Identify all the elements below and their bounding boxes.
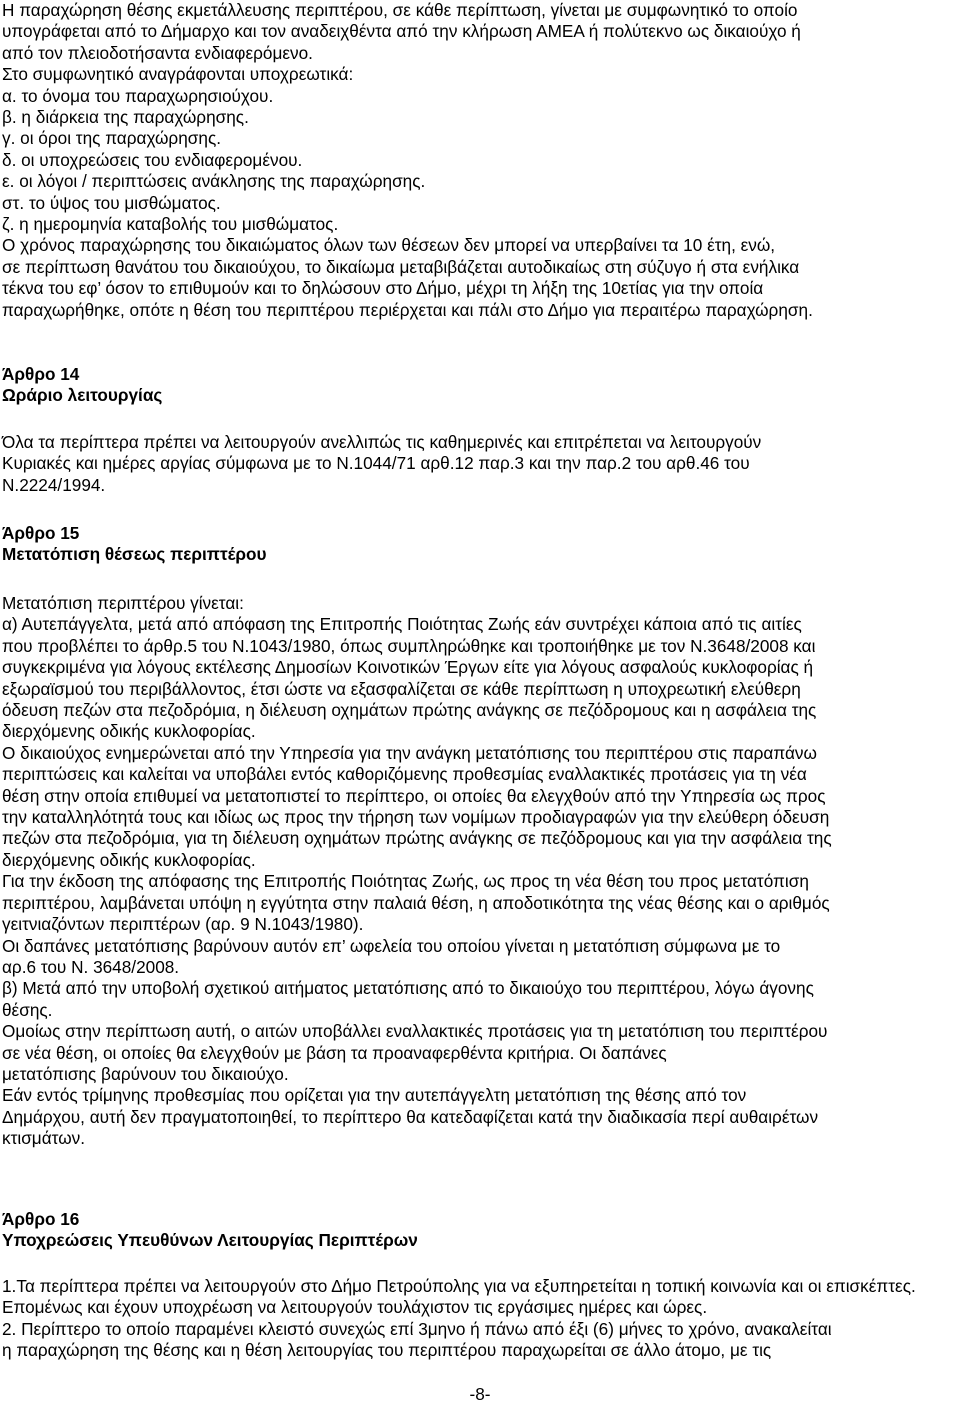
text-line: πεζών στα πεζοδρόμια, για τη διέλευση οχημάτων πρώτης ανάγκης σε πεζόδρομους και για την ασφάλεια της — [2, 828, 832, 849]
article-number: Άρθρο 16 — [2, 1209, 80, 1229]
obligation-item: δ. οι υποχρεώσεις του ενδιαφερομένου. — [2, 149, 303, 170]
obligations-lead: Στο συμφωνητικό αναγράφονται υποχρεωτικά: — [2, 64, 354, 85]
article-number: Άρθρο 14 — [2, 364, 80, 384]
obligation-item: στ. το ύψος του μισθώματος. — [2, 192, 221, 213]
text-line: β) Μετά από την υποβολή σχετικού αιτήματος μετατόπισης από το δικαιούχο του περιπτέρου, λόγω άγονης — [2, 978, 814, 999]
text-line: εξωραϊσμού του περιβάλλοντος, έτσι ώστε να εξασφαλίζεται σε κάθε περίπτωση η υποχρεωτική ελεύθερη — [2, 678, 801, 699]
text-line: διερχόμενης οδικής κυκλοφορίας. — [2, 849, 256, 870]
page-number: -8- — [469, 1384, 491, 1404]
text-line: γειτνιαζόντων περιπτέρων (αρ. 9 Ν.1043/1980). — [2, 914, 364, 935]
text-line: κτισμάτων. — [2, 1128, 85, 1149]
text-line: Όλα τα περίπτερα πρέπει να λειτουργούν ανελλιπώς τις καθημερινές και επιτρέπεται να λειτουργούν — [2, 432, 762, 452]
text-line: Κυριακές και ημέρες αργίας σύμφωνα με το Ν.1044/71 αρθ.12 παρ.3 και την παρ.2 του αρθ.46 του — [2, 453, 750, 474]
text-line: μετατόπισης βαρύνουν του δικαιούχο. — [2, 1063, 289, 1084]
text-line: Ομοίως στην περίπτωση αυτή, ο αιτών υποβάλλει εναλλακτικές προτάσεις για τη μετατόπιση του περιπτέρου — [2, 1021, 828, 1042]
text-line: 2. Περίπτερο το οποίο παραμένει κλειστό συνεχώς επί 3μηνο ή πάνω από έξι (6) μήνες το χρόνο, ανακαλείται — [2, 1318, 832, 1339]
article-title: Υποχρεώσεις Υπευθύνων Λειτουργίας Περιπτέρων — [2, 1230, 418, 1251]
article-title: Ωράριο λειτουργίας — [2, 385, 163, 406]
article-number: Άρθρο 15 — [2, 523, 80, 543]
text-line: που προβλέπει το άρθρ.5 του Ν.1043/1980, όπως συμπληρώθηκε και τροποιήθηκε με τον Ν.3648/2008 και — [2, 635, 816, 656]
text-line: την καταλληλότητά τους και ιδίως ως προς την τήρηση των νομίμων προδιαγραφών για την ελεύθερη όδευση — [2, 807, 830, 828]
text-line: περιπτέρου, λαμβάνεται υπόψη η εγγύτητα στην παλαιά θέση, η αποδοτικότητα της νέας θέσης και ο αριθμός — [2, 892, 830, 913]
text-line: σε νέα θέση, οι οποίες θα ελεγχθούν με βάση τα προαναφερθέντα κριτήρια. Οι δαπάνες — [2, 1042, 667, 1063]
text-line: Ο χρόνος παραχώρησης του δικαιώματος όλων των θέσεων δεν μπορεί να υπερβαίνει τα 10 έτη, ενώ, — [2, 235, 776, 256]
obligation-item: γ. οι όροι της παραχώρησης. — [2, 128, 221, 149]
text-line: όδευση πεζών στα πεζοδρόμια, η διέλευση οχημάτων πρώτης ανάγκης σε πεζόδρομους και η ασφάλεια της — [2, 700, 817, 721]
text-line: Μετατόπιση περιπτέρου γίνεται: — [2, 593, 244, 613]
article-16-body — [2, 1276, 952, 1362]
text-line: Επομένως και έχουν υποχρέωση να λειτουργούν τουλάχιστον τις εργάσιμες ημέρες και ώρες. — [2, 1297, 708, 1318]
text-line: θέσης. — [2, 999, 53, 1020]
text-line: υπογράφεται από το Δήμαρχο και τον αναδειχθέντα από την κλήρωση ΑΜΕΑ ή πολύτεκνο ως δικαιούχο ή — [2, 21, 801, 42]
article-14-heading — [2, 364, 952, 407]
text-line: από τον πλειοδοτήσαντα ενδιαφερόμενο. — [2, 42, 313, 63]
text-line: διερχόμενης οδικής κυκλοφορίας. — [2, 721, 256, 742]
text-line: Εάν εντός τρίμηνης προθεσμίας που ορίζεται για την αυτεπάγγελτη μετατόπιση της θέσης από τον — [2, 1085, 747, 1106]
obligation-item: ε. οι λόγοι / περιπτώσεις ανάκλησης της παραχώρησης. — [2, 171, 426, 192]
text-line: συγκεκριμένα για λόγους εκτέλεσης Δημοσίων Κοινοτικών Έργων είτε για λόγους ασφαλούς κυκλοφορίας ή — [2, 657, 814, 678]
text-line: η παραχώρηση της θέσης και η θέση λειτουργίας του περιπτέρου παραχωρείται σε άλλο άτομο, με τις — [2, 1340, 772, 1361]
article-title: Μετατόπιση θέσεως περιπτέρου — [2, 544, 267, 565]
text-line: παραχωρήθηκε, οπότε η θέση του περιπτέρου περιέρχεται και πάλι στο Δήμο για περαιτέρω παραχώρηση. — [2, 299, 813, 320]
article-14-body — [2, 432, 952, 496]
obligation-item: ζ. η ημερομηνία καταβολής του μισθώματος. — [2, 214, 339, 235]
article-15-heading — [2, 523, 952, 566]
text-line: Η παραχώρηση θέσης εκμετάλλευσης περιπτέρου, σε κάθε περίπτωση, γίνεται με συμφωνητικό το οποίο — [2, 0, 798, 20]
text-line: Ν.2224/1994. — [2, 474, 106, 495]
text-line: αρ.6 του Ν. 3648/2008. — [2, 956, 180, 977]
text-line: Οι δαπάνες μετατόπισης βαρύνουν αυτόν επ’ ωφελεία του οποίου γίνεται η μετατόπιση σύμφωνα με το — [2, 935, 781, 956]
text-line: Για την έκδοση της απόφασης της Επιτροπής Ποιότητας Ζωής, ως προς τη νέα θέση του προς μετατόπιση — [2, 871, 809, 892]
text-line: θέση στην οποία επιθυμεί να μετατοπιστεί το περίπτερο, οι οποίες θα ελεγχθούν από την Υπηρεσία ως προς — [2, 785, 826, 806]
article-15-body — [2, 593, 952, 1150]
text-line: περιπτώσεις και καλείται να υποβάλει εντός καθοριζόμενης προθεσμίας εναλλακτικές προτάσεις για τη νέα — [2, 764, 807, 785]
text-line: Ο δικαιούχος ενημερώνεται από την Υπηρεσία για την ανάγκη μετατόπισης του περιπτέρου στις παραπάνω — [2, 742, 817, 763]
text-line: 1.Τα περίπτερα πρέπει να λειτουργούν στο Δήμο Πετρούπολης για να εξυπηρετείται η τοπική κοινωνία και οι επισκέπτες. — [2, 1276, 916, 1296]
text-line: α) Αυτεπάγγελτα, μετά από απόφαση της Επιτροπής Ποιότητας Ζωής εάν συντρέχει κάποια από τις αιτίες — [2, 614, 802, 635]
obligation-item: β. η διάρκεια της παραχώρησης. — [2, 107, 249, 128]
text-line: τέκνα του εφ’ όσον το επιθυμούν και το δηλώσουν στο Δήμο, μέχρι τη λήξη της 10ετίας για την οποία — [2, 278, 764, 299]
intro-paragraph — [2, 0, 952, 321]
text-line: σε περίπτωση θανάτου του δικαιούχου, το δικαίωμα μεταβιβάζεται αυτοδικαίως στη σύζυγο ή στα ενήλικα — [2, 256, 800, 277]
obligation-item: α. το όνομα του παραχωρησιούχου. — [2, 85, 274, 106]
text-line: Δημάρχου, αυτή δεν πραγματοποιηθεί, το περίπτερο θα κατεδαφίζεται κατά την διαδικασία περί αυθαιρέτων — [2, 1106, 819, 1127]
article-16-heading — [2, 1209, 952, 1252]
